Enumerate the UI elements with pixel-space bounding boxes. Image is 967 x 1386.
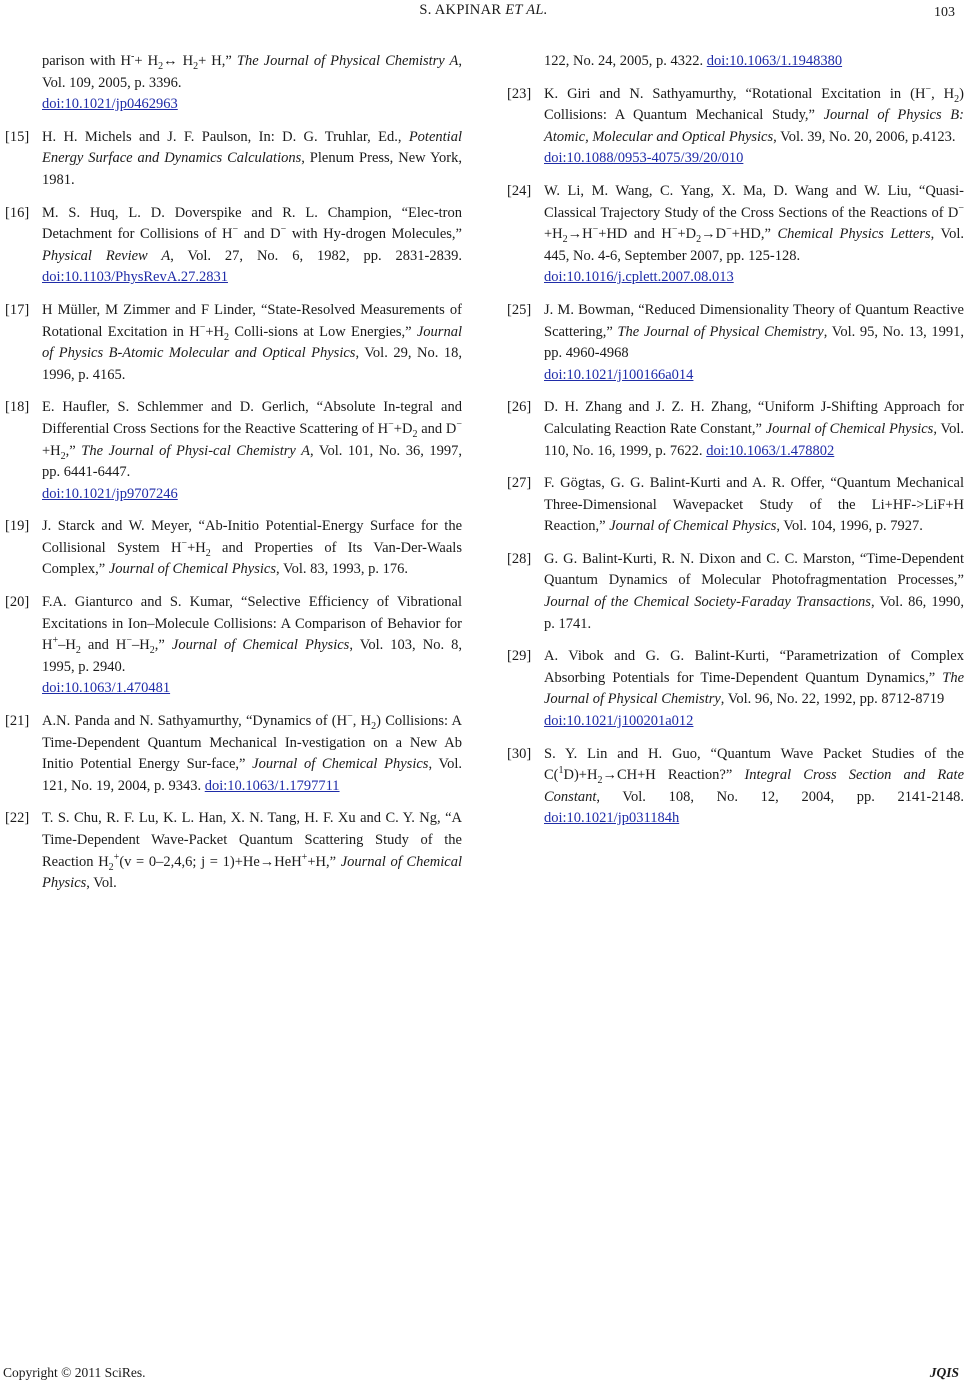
reference-text: K. Giri and N. Sathyamurthy, “Rotational Excitation in (H−, $H_2$) Collisions: A Quantum Mechanical Study,” Journal of Physics B: Atomic, Molecular and Optical Physics, Vol. 39, No. 20, 2006, p.4123. doi:10.1088/0953-4075/39/20/010 (544, 83, 964, 167)
reference-number: [22] (5, 810, 30, 827)
reference-29 (507, 646, 964, 732)
reference-number: [19] (5, 518, 30, 535)
reference-28 (507, 549, 964, 635)
reference-number: [21] (5, 713, 30, 730)
reference-number: [25] (507, 301, 532, 318)
reference-text: parison with $H^-+ H_2\leftrightarrow$ $H_2+ H$,” The Journal of Physical Chemistry A, Vol. 109, 2005, p. 3396. doi:10.1021/jp0462963 (42, 51, 462, 113)
doi-link[interactable]: doi:10.1063/1.1797711 (204, 777, 340, 794)
footer-copyright: Copyright © 2011 SciRes. (3, 1365, 146, 1380)
reference-20 (5, 592, 462, 700)
references-left-column (5, 51, 462, 906)
reference-text: A. Vibok and G. G. Balint-Kurti, “Parametrization of Complex Absorbing Potentials for Time-Dependent Quantum Dynamics,” The Journal of Physical Chemistry, Vol. 96, No. 22, 1992, pp. 8712-8719 doi:10.1021/j100201a012 (544, 648, 964, 730)
reference-number: [17] (5, 301, 30, 318)
journal-title: Journal of Chemical Physics (252, 756, 429, 773)
doi-link[interactable]: doi:10.1016/j.cplett.2007.08.013 (544, 269, 734, 286)
header-author-name: S. AKPINAR (419, 2, 502, 18)
journal-title: Journal of Chemical Physics (765, 420, 934, 437)
doi-link[interactable]: doi:10.1088/0953-4075/39/20/010 (544, 150, 744, 167)
reference-text: 122, No. 24, 2005, p. 4322. doi:10.1063/1.1948380 (544, 53, 843, 69)
reference-text: F.A. Gianturco and S. Kumar, “Selective Efficiency of Vibrational Excitations in Ion–Molecule Collisions: A Comparison of Behavior for $H^+-H_2$ and $H^--H_2$,” Journal of Chemical Physics, Vol. 103, No. 8, 1995, p. 2940. doi:10.1063/1.470481 (42, 594, 462, 697)
journal-title: Physical Review A (42, 247, 171, 264)
journal-title: Journal of the Chemical Society-Faraday Transactions (544, 594, 871, 611)
reference-text: A.N. Panda and N. Sathyamurthy, “Dynamics of (H−, $H_2$) Collisions: A Time-Dependent Quantum Mechanical In-vestigation on a New Ab Initio Potential Energy Sur-face,” Journal of Chemical Physics, Vol. 121, No. 19, 2004, p. 9343. doi:10.1063/1.1797711 (42, 711, 462, 794)
doi-link[interactable]: doi:10.1021/jp031184h (544, 810, 680, 827)
reference-text: F. Gögtas, G. G. Balint-Kurti and A. R. Offer, “Quantum Mechanical Three-Dimensional Wavepacket Study of the Li+HF->LiF+H Reaction,” Journal of Chemical Physics, Vol. 104, 1996, p. 7927. (544, 475, 964, 535)
reference-16 (5, 203, 462, 289)
reference-text: W. Li, M. Wang, C. Yang, X. Ma, D. Wang and W. Liu, “Quasi-Classical Trajectory Study of the Cross Sections of the Reactions of $D^-+H_2\to H^-+HD$ and $H^-+D_2\to D^-+HD$,” Chemical Physics Letters, Vol. 445, No. 4-6, September 2007, pp. 125-128. doi:10.1016/j.cplett.2007.08.013 (544, 182, 965, 286)
journal-title: Journal of Physics B-Atomic Molecular and Optical Physics (42, 323, 462, 362)
journal-title: The Journal of Physi-cal Chemistry A (81, 442, 310, 459)
journal-title: Chemical Physics Letters (777, 226, 931, 243)
reference-23 (507, 84, 964, 170)
page-number: 103 (934, 5, 955, 20)
header-et-al: ET AL. (505, 2, 548, 18)
doi-link[interactable]: doi:10.1021/jp9707246 (42, 485, 178, 502)
reference-number: [18] (5, 399, 30, 416)
reference-number: [16] (5, 204, 30, 221)
reference-15 (5, 127, 462, 192)
reference-text: E. Haufler, S. Schlemmer and D. Gerlich, “Absolute In-tegral and Differential Cross Sections for the Reactive Scattering of $H^-+D_2$ and $D^-+H_2$,” The Journal of Physi-cal Chemistry A, Vol. 101, No. 36, 1997, pp. 6441-6447. doi:10.1021/jp9707246 (42, 399, 462, 502)
doi-link[interactable]: doi:10.1063/1.470481 (42, 680, 171, 697)
journal-title: Journal of Chemical Physics (609, 518, 777, 535)
reference-number: [27] (507, 475, 532, 492)
reference-19 (5, 516, 462, 581)
reference-24 (507, 181, 964, 289)
reference-text: H Müller, M Zimmer and F Linder, “State-Resolved Measurements of Rotational Excitation in $H^-+H_2$ Colli-sions at Low Energies,” Journal of Physics B-Atomic Molecular and Optical Physics, Vol. 29, No. 18, 1996, p. 4165. (42, 301, 463, 383)
reference-text: S. Y. Lin and H. Guo, “Quantum Wave Packet Studies of the $C(^1D)+H_2\to CH+H$ Reaction?” Integral Cross Section and Rate Constant, Vol. 108, No. 12, 2004, pp. 2141-2148. doi:10.1021/jp031184h (544, 745, 965, 827)
book-title: Potential Energy Surface and Dynamics Calculations (42, 128, 462, 167)
doi-link[interactable]: doi:10.1021/j100166a014 (544, 366, 694, 383)
reference-number: [30] (507, 745, 532, 762)
reference-number: [15] (5, 128, 30, 145)
journal-title: Journal of Chemical Physics (108, 561, 276, 578)
reference-18 (5, 397, 462, 505)
reference-text: M. S. Huq, L. D. Doverspike and R. L. Champion, “Elec-tron Detachment for Collisions of H− and D− with Hy-drogen Molecules,” Physical Review A, Vol. 27, No. 6, 1982, pp. 2831-2839. doi:10.1103/PhysRevA.27.2831 (42, 204, 463, 286)
journal-title: Journal of Physics B: Atomic, Molecular and Optical Physics (544, 107, 964, 145)
journal-title: Journal of Chemical Physics (171, 637, 350, 654)
reference-26 (507, 397, 964, 462)
doi-link[interactable]: doi:10.1063/1.478802 (706, 442, 835, 459)
reference-text: H. H. Michels and J. F. Paulson, In: D. G. Truhlar, Ed., Potential Energy Surface and Dynamics Calculations, Plenum Press, New York, 1981. (42, 128, 462, 188)
reference-number: [29] (507, 648, 532, 665)
reference-22 (5, 808, 462, 894)
reference-text: T. S. Chu, R. F. Lu, K. L. Han, X. N. Tang, H. F. Xu and C. Y. Ng, “A Time-Dependent Wave-Packet Quantum Scattering Study of the Reaction $H_2^+(v = 0-2,4,6$; j = 1)+He→HeH++H,” Journal of Chemical Physics, Vol. (42, 810, 462, 892)
references-right-column (507, 51, 964, 841)
reference-number: [28] (507, 550, 532, 567)
doi-link[interactable]: doi:10.1021/j100201a012 (544, 713, 694, 730)
reference-text: J. Starck and W. Meyer, “Ab-Initio Potential-Energy Surface for the Collisional System $H^-+H_2$ and Properties of Its Van-Der-Waals Complex,” Journal of Chemical Physics, Vol. 83, 1993, p. 176. (42, 518, 462, 578)
doi-link[interactable]: doi:10.1103/PhysRevA.27.2831 (42, 269, 228, 286)
reference-27 (507, 473, 964, 538)
reference-text: J. M. Bowman, “Reduced Dimensionality Theory of Quantum Reactive Scattering,” The Journal of Physical Chemistry, Vol. 95, No. 13, 1991, pp. 4960-4968 doi:10.1021/j100166a014 (544, 301, 964, 383)
footer-journal-abbrev: JQIS (929, 1365, 959, 1380)
reference-number: [24] (507, 182, 532, 199)
journal-title: Integral Cross Section and Rate Constant (544, 767, 965, 805)
reference-number: [26] (507, 399, 532, 416)
reference-22-continued (507, 51, 964, 73)
doi-link[interactable]: doi:10.1021/jp0462963 (42, 96, 178, 113)
journal-title: The Journal of Physical Chemistry A (236, 53, 459, 69)
reference-number: [20] (5, 594, 30, 611)
reference-30 (507, 744, 964, 830)
reference-17 (5, 300, 462, 386)
journal-title: The Journal of Physical Chemistry (544, 669, 964, 708)
journal-title: The Journal of Physical Chemistry (617, 323, 824, 340)
reference-text: G. G. Balint-Kurti, R. N. Dixon and C. C. Marston, “Time-Dependent Quantum Dynamics of Molecular Photofragmentation Processes,” Journal of the Chemical Society-Faraday Transactions, Vol. 86, 1990, p. 1741. (544, 550, 964, 632)
doi-link[interactable]: doi:10.1063/1.1948380 (706, 53, 843, 69)
journal-title: Journal of Chemical Physics (42, 853, 462, 892)
reference-number: [23] (507, 85, 532, 102)
reference-14-continued (5, 51, 462, 116)
header-authors (0, 0, 967, 20)
reference-25 (507, 300, 964, 386)
reference-21 (5, 711, 462, 797)
reference-text: D. H. Zhang and J. Z. H. Zhang, “Uniform J-Shifting Approach for Calculating Reaction Rate Constant,” Journal of Chemical Physics, Vol. 110, No. 16, 1999, p. 7622. doi:10.1063/1.478802 (544, 399, 964, 459)
